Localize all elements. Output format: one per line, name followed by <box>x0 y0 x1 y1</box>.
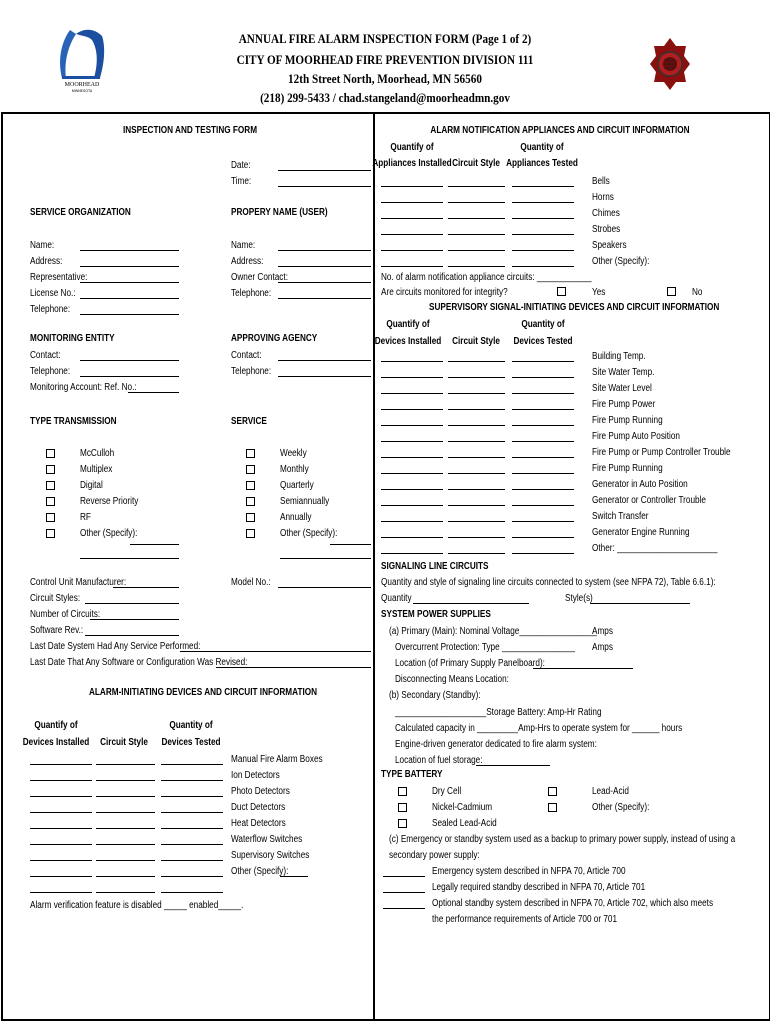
device-qty-installed-waterflow-switches[interactable] <box>30 844 92 845</box>
transmission-label-rf: RF <box>80 512 91 523</box>
type-transmission-heading: TYPE TRANSMISSION <box>30 416 117 427</box>
transmission-checkbox-rf[interactable] <box>46 513 55 522</box>
control-field-label-software-rev: Software Rev.: <box>30 625 84 636</box>
appliance-qty-installed-speakers[interactable] <box>381 250 443 251</box>
supervisory-circuit-style-6[interactable] <box>448 457 505 458</box>
transmission-other-field[interactable] <box>130 544 179 545</box>
supervisory-qty-installed-8[interactable] <box>381 489 443 490</box>
appliance-qty-installed-chimes[interactable] <box>381 218 443 219</box>
supervisory-qty-tested-3[interactable] <box>512 409 574 410</box>
battery-checkbox-other-specify[interactable] <box>548 803 557 812</box>
org-field-label-license-no: License No.: <box>30 288 76 299</box>
supervisory-circuit-style-4[interactable] <box>448 425 505 426</box>
appliance-qty-installed-strobes[interactable] <box>381 234 443 235</box>
device-qty-installed-blank[interactable] <box>30 892 92 893</box>
org-field-label-address: Address: <box>30 256 63 267</box>
device-qty-tested-manual-fire-alarm-boxes[interactable] <box>161 764 223 765</box>
appliance-label-horns: Horns <box>592 192 614 203</box>
primary-location-field[interactable] <box>533 668 633 669</box>
device-qty-installed-manual-fire-alarm-boxes[interactable] <box>30 764 92 765</box>
inspection-testing-title: INSPECTION AND TESTING FORM <box>122 125 258 136</box>
supervisory-label-3: Fire Pump Power <box>592 399 656 410</box>
column-divider <box>373 112 375 1019</box>
supervisory-qty-tested-0[interactable] <box>512 361 574 362</box>
device-circuit-style-supervisory-switches[interactable] <box>96 860 155 861</box>
org-field-label-representative: Representative: <box>30 272 88 283</box>
device-qty-tested-supervisory-switches[interactable] <box>161 860 223 861</box>
primary-location-label: Location (of Primary Supply Panelboard): <box>395 658 545 669</box>
transmission-checkbox-reverse-priority[interactable] <box>46 497 55 506</box>
nfpa-continuation: the performance requirements of Article 700 or 701 <box>432 914 618 925</box>
supervisory-qty-tested-9[interactable] <box>512 505 574 506</box>
monitored-yes-checkbox[interactable] <box>557 287 566 296</box>
supervisory-circuit-style-2[interactable] <box>448 393 505 394</box>
disconnect-location-label: Disconnecting Means Location: <box>395 674 509 685</box>
notif-col-circuit-style: Circuit Style <box>452 158 500 169</box>
supervisory-label-1: Site Water Temp. <box>592 367 655 378</box>
supervisory-circuit-style-0[interactable] <box>448 361 505 362</box>
service-checkbox-monthly[interactable] <box>246 465 255 474</box>
battery-checkbox-lead-acid[interactable] <box>548 787 557 796</box>
transmission-label-multiplex: Multiplex <box>80 464 113 475</box>
device-qty-tested-heat-detectors[interactable] <box>161 828 223 829</box>
appliance-circuit-style-speakers[interactable] <box>448 250 505 251</box>
slc-text: Quantity and style of signaling line circuits connected to system (see NFPA 72), Table 6.6.1): <box>381 577 716 588</box>
time-field[interactable] <box>278 186 371 187</box>
supervisory-label-9: Generator or Controller Trouble <box>592 495 706 506</box>
battery-checkbox-sealed-lead-acid[interactable] <box>398 819 407 828</box>
device-circuit-style-other-specify[interactable] <box>96 876 155 877</box>
supervisory-qty-tested-4[interactable] <box>512 425 574 426</box>
appliance-circuit-style-horns[interactable] <box>448 202 505 203</box>
device-label-manual-fire-alarm-boxes: Manual Fire Alarm Boxes <box>231 754 323 765</box>
engine-generator-label: Engine-driven generator dedicated to fire alarm system: <box>395 739 597 750</box>
nfpa-blank-1[interactable] <box>383 892 425 893</box>
supervisory-label-7: Fire Pump Running <box>592 463 663 474</box>
alarm-verification-text[interactable]: Alarm verification feature is disabled _____ enabled_____. <box>30 900 244 911</box>
overcurrent-protection[interactable]: Overcurrent Protection: Type ________________ <box>395 642 575 653</box>
header-contact: (218) 299-5433 / chad.stangeland@moorheadmn.gov <box>260 90 510 105</box>
device-qty-tested-blank[interactable] <box>161 892 223 893</box>
supervisory-qty-installed-12[interactable] <box>381 553 443 554</box>
appliance-label-speakers: Speakers <box>592 240 627 251</box>
moorhead-logo <box>54 26 110 94</box>
sup-col-qty-installed-1: Quantify of <box>386 319 430 330</box>
approving-agency-heading: APPROVING AGENCY <box>231 333 318 344</box>
service-label-annually: Annually <box>280 512 312 523</box>
property-name-heading: PROPERY NAME (USER) <box>231 207 328 218</box>
device-label-heat-detectors: Heat Detectors <box>231 818 286 829</box>
device-qty-installed-duct-detectors[interactable] <box>30 812 92 813</box>
monitored-no-label: No <box>692 287 703 298</box>
device-circuit-style-blank[interactable] <box>96 892 155 893</box>
appliance-circuit-style-other-specify[interactable] <box>448 266 505 267</box>
slc-quantity-label: Quantity <box>381 593 412 604</box>
monitored-question: Are circuits monitored for integrity? <box>381 287 508 298</box>
battery-label-lead-acid: Lead-Acid <box>592 786 629 797</box>
property-field-input-owner-contact[interactable] <box>278 282 371 283</box>
transmission-label-mcculloh: McCulloh <box>80 448 115 459</box>
type-battery-heading: TYPE BATTERY <box>381 769 443 780</box>
device-other-field[interactable] <box>280 876 308 877</box>
control-field-input-circuit-styles[interactable] <box>85 603 179 604</box>
property-field-label-name: Name: <box>231 240 256 251</box>
num-circuits-text[interactable]: No. of alarm notification appliance circuits: ____________ <box>381 272 592 283</box>
device-qty-installed-photo-detectors[interactable] <box>30 796 92 797</box>
device-qty-tested-photo-detectors[interactable] <box>161 796 223 797</box>
device-circuit-style-photo-detectors[interactable] <box>96 796 155 797</box>
appliance-qty-tested-speakers[interactable] <box>512 250 574 251</box>
supervisory-qty-tested-8[interactable] <box>512 489 574 490</box>
supervisory-label-8: Generator in Auto Position <box>592 479 688 490</box>
notif-col-qty-installed-1: Quantify of <box>390 142 434 153</box>
service-label-quarterly: Quarterly <box>280 480 314 491</box>
supervisory-qty-installed-1[interactable] <box>381 377 443 378</box>
battery-checkbox-dry-cell[interactable] <box>398 787 407 796</box>
monitoring-field-input-contact[interactable] <box>80 360 179 361</box>
slc-quantity-field[interactable] <box>413 603 529 604</box>
supervisory-qty-installed-11[interactable] <box>381 537 443 538</box>
device-circuit-style-waterflow-switches[interactable] <box>96 844 155 845</box>
device-label-supervisory-switches: Supervisory Switches <box>231 850 310 861</box>
device-circuit-style-ion-detectors[interactable] <box>96 780 155 781</box>
supervisory-circuit-style-5[interactable] <box>448 441 505 442</box>
monitored-no-checkbox[interactable] <box>667 287 676 296</box>
control-field-input-last-date-system-had-any-service-performed[interactable] <box>180 651 371 652</box>
monitoring-entity-heading: MONITORING ENTITY <box>30 333 115 344</box>
alarm-initiating-title: ALARM-INITIATING DEVICES AND CIRCUIT INFORMATION <box>88 687 318 698</box>
device-qty-installed-ion-detectors[interactable] <box>30 780 92 781</box>
supervisory-qty-installed-2[interactable] <box>381 393 443 394</box>
battery-checkbox-nickel-cadmium[interactable] <box>398 803 407 812</box>
header-line-2: CITY OF MOORHEAD FIRE PREVENTION DIVISION 111 <box>236 52 534 67</box>
supervisory-qty-installed-0[interactable] <box>381 361 443 362</box>
sup-col-qty-installed-2: Devices Installed <box>374 336 442 347</box>
supervisory-qty-installed-7[interactable] <box>381 473 443 474</box>
notif-col-qty-tested-2: Appliances Tested <box>506 158 578 169</box>
date-label: Date: <box>231 160 251 171</box>
battery-label-sealed-lead-acid: Sealed Lead-Acid <box>432 818 497 829</box>
form-title: ANNUAL FIRE ALARM INSPECTION FORM (Page 1 of 2) <box>238 31 532 46</box>
appliance-qty-installed-horns[interactable] <box>381 202 443 203</box>
time-label: Time: <box>231 176 252 187</box>
device-qty-tested-other-specify[interactable] <box>161 876 223 877</box>
col-qty-installed-2: Devices Installed <box>22 737 90 748</box>
supervisory-qty-tested-12[interactable] <box>512 553 574 554</box>
supervisory-label-12: Other: ______________________ <box>592 543 718 554</box>
notif-col-qty-tested-1: Quantity of <box>520 142 564 153</box>
date-field[interactable] <box>278 170 371 171</box>
secondary-supply-text: secondary power supply: <box>389 850 480 861</box>
supervisory-circuit-style-1[interactable] <box>448 377 505 378</box>
service-checkbox-other-specify[interactable] <box>246 529 255 538</box>
power-supplies-title: SYSTEM POWER SUPPLIES <box>381 609 491 620</box>
notif-col-qty-installed-2: Appliances Installed <box>372 158 452 169</box>
monitored-yes-label: Yes <box>592 287 606 298</box>
service-checkbox-weekly[interactable] <box>246 449 255 458</box>
service-checkbox-quarterly[interactable] <box>246 481 255 490</box>
appliance-qty-tested-bells[interactable] <box>512 186 574 187</box>
device-label-duct-detectors: Duct Detectors <box>231 802 286 813</box>
device-qty-installed-heat-detectors[interactable] <box>30 828 92 829</box>
calculated-capacity[interactable]: Calculated capacity in _________Amp-Hrs to operate system for ______ hours <box>395 723 683 734</box>
service-label-weekly: Weekly <box>280 448 307 459</box>
battery-label-dry-cell: Dry Cell <box>432 786 462 797</box>
transmission-checkbox-mcculloh[interactable] <box>46 449 55 458</box>
appliance-qty-installed-other-specify[interactable] <box>381 266 443 267</box>
device-label-waterflow-switches: Waterflow Switches <box>231 834 303 845</box>
transmission-label-digital: Digital <box>80 480 103 491</box>
supervisory-circuit-style-3[interactable] <box>448 409 505 410</box>
slc-styles-field[interactable] <box>590 603 690 604</box>
device-circuit-style-manual-fire-alarm-boxes[interactable] <box>96 764 155 765</box>
supervisory-label-0: Building Temp. <box>592 351 646 362</box>
slc-styles-label: Style(s) <box>565 593 593 604</box>
control-field-input-last-date-that-any-software-or-configuration-was-revised[interactable] <box>216 667 371 668</box>
transmission-checkbox-other-specify[interactable] <box>46 529 55 538</box>
supervisory-label-2: Site Water Level <box>592 383 652 394</box>
logo-left-text: MOORHEAD <box>64 82 100 88</box>
property-field-label-owner-contact: Owner Contact: <box>231 272 288 283</box>
transmission-label-other-specify: Other (Specify): <box>80 528 138 539</box>
org-field-input-telephone[interactable] <box>80 314 179 315</box>
supervisory-circuit-style-12[interactable] <box>448 553 505 554</box>
notification-title: ALARM NOTIFICATION APPLIANCES AND CIRCUIT INFORMATION <box>430 125 690 136</box>
sup-col-qty-tested-1: Quantity of <box>521 319 565 330</box>
supervisory-label-11: Generator Engine Running <box>592 527 690 538</box>
device-circuit-style-duct-detectors[interactable] <box>96 812 155 813</box>
overcurrent-amps-label: Amps <box>592 642 613 653</box>
property-field-input-telephone[interactable] <box>278 298 371 299</box>
primary-voltage[interactable]: (a) Primary (Main): Nominal Voltage_________________ <box>389 626 597 637</box>
supervisory-qty-tested-10[interactable] <box>512 521 574 522</box>
device-label-photo-detectors: Photo Detectors <box>231 786 290 797</box>
page-header <box>0 0 770 112</box>
storage-battery-rating[interactable]: ____________________Storage Battery: Amp-Hr Rating <box>395 707 602 718</box>
col-qty-installed-1: Quantify of <box>34 720 78 731</box>
org-field-input-name[interactable] <box>80 250 179 251</box>
approving-field-label-telephone: Telephone: <box>231 366 272 377</box>
fuel-storage-label: Location of fuel storage: <box>395 755 483 766</box>
org-field-input-license-no[interactable] <box>80 298 179 299</box>
monitoring-field-label-monitoring-account-ref-no: Monitoring Account: Ref. No.: <box>30 382 137 393</box>
supervisory-label-10: Switch Transfer <box>592 511 649 522</box>
supervisory-circuit-style-10[interactable] <box>448 521 505 522</box>
transmission-other-field-2[interactable] <box>80 558 179 559</box>
supervisory-qty-installed-6[interactable] <box>381 457 443 458</box>
supervisory-qty-installed-9[interactable] <box>381 505 443 506</box>
property-field-input-address[interactable] <box>278 266 371 267</box>
org-field-input-representative[interactable] <box>80 282 179 283</box>
device-qty-tested-duct-detectors[interactable] <box>161 812 223 813</box>
org-field-input-address[interactable] <box>80 266 179 267</box>
appliance-circuit-style-chimes[interactable] <box>448 218 505 219</box>
supervisory-qty-installed-3[interactable] <box>381 409 443 410</box>
device-qty-installed-other-specify[interactable] <box>30 876 92 877</box>
control-field-label-circuit-styles: Circuit Styles: <box>30 593 81 604</box>
service-label-monthly: Monthly <box>280 464 309 475</box>
approving-field-input-telephone[interactable] <box>278 376 371 377</box>
supervisory-qty-installed-10[interactable] <box>381 521 443 522</box>
service-heading: SERVICE <box>231 416 267 427</box>
fuel-storage-field[interactable] <box>476 765 550 766</box>
appliance-label-strobes: Strobes <box>592 224 621 235</box>
emergency-backup-text: (c) Emergency or standby system used as a backup to primary power supply, instead of using a <box>389 834 736 845</box>
monitoring-field-label-telephone: Telephone: <box>30 366 71 377</box>
supervisory-circuit-style-7[interactable] <box>448 473 505 474</box>
appliance-qty-tested-other-specify[interactable] <box>512 266 574 267</box>
supervisory-qty-tested-7[interactable] <box>512 473 574 474</box>
org-field-label-telephone: Telephone: <box>30 304 71 315</box>
nfpa-label-1: Legally required standby described in NFPA 70, Article 701 <box>432 882 646 893</box>
transmission-label-reverse-priority: Reverse Priority <box>80 496 139 507</box>
control-unit-manufacturer-field[interactable] <box>113 587 179 588</box>
secondary-standby-label: (b) Secondary (Standby): <box>389 690 481 701</box>
property-field-label-telephone: Telephone: <box>231 288 272 299</box>
service-other-field-2[interactable] <box>280 558 371 559</box>
appliance-qty-tested-horns[interactable] <box>512 202 574 203</box>
software-rev-field[interactable] <box>100 635 179 636</box>
org-field-label-name: Name: <box>30 240 55 251</box>
monitoring-field-input-monitoring-account-ref-no[interactable] <box>128 392 179 393</box>
sup-col-qty-tested-2: Devices Tested <box>513 336 573 347</box>
device-circuit-style-heat-detectors[interactable] <box>96 828 155 829</box>
model-no-field[interactable] <box>278 587 371 588</box>
supervisory-circuit-style-9[interactable] <box>448 505 505 506</box>
supervisory-circuit-style-11[interactable] <box>448 537 505 538</box>
sup-col-circuit-style: Circuit Style <box>452 336 500 347</box>
control-field-label-number-of-circuits: Number of Circuits: <box>30 609 101 620</box>
device-qty-tested-ion-detectors[interactable] <box>161 780 223 781</box>
control-field-input-number-of-circuits[interactable] <box>90 619 179 620</box>
appliance-circuit-style-bells[interactable] <box>448 186 505 187</box>
col-circuit-style: Circuit Style <box>100 737 148 748</box>
control-field-label-last-date-that-any-software-or-configuration-was-revised: Last Date That Any Software or Configuration Was Revised: <box>30 657 248 668</box>
logo-left-sub: MINNESOTA <box>71 89 93 93</box>
appliance-qty-tested-chimes[interactable] <box>512 218 574 219</box>
supervisory-qty-tested-6[interactable] <box>512 457 574 458</box>
control-field-label-last-date-system-had-any-service-performed: Last Date System Had Any Service Performed: <box>30 641 201 652</box>
monitoring-field-label-contact: Contact: <box>30 350 61 361</box>
appliance-qty-installed-bells[interactable] <box>381 186 443 187</box>
property-field-label-address: Address: <box>231 256 264 267</box>
model-no-label: Model No.: <box>231 577 271 588</box>
supervisory-label-4: Fire Pump Running <box>592 415 663 426</box>
supervisory-qty-tested-5[interactable] <box>512 441 574 442</box>
col-qty-tested-2: Devices Tested <box>161 737 221 748</box>
transmission-checkbox-digital[interactable] <box>46 481 55 490</box>
service-label-semiannually: Semiannually <box>280 496 330 507</box>
supervisory-title: SUPERVISORY SIGNAL-INITIATING DEVICES AND CIRCUIT INFORMATION <box>429 302 720 313</box>
nfpa-label-0: Emergency system described in NFPA 70, Article 700 <box>432 866 626 877</box>
property-field-input-name[interactable] <box>278 250 371 251</box>
service-organization-heading: SERVICE ORGANIZATION <box>30 207 131 218</box>
service-label-other-specify: Other (Specify): <box>280 528 338 539</box>
supervisory-qty-installed-5[interactable] <box>381 441 443 442</box>
service-checkbox-semiannually[interactable] <box>246 497 255 506</box>
service-checkbox-annually[interactable] <box>246 513 255 522</box>
primary-amps-label: Amps <box>592 626 613 637</box>
supervisory-circuit-style-8[interactable] <box>448 489 505 490</box>
approving-field-input-contact[interactable] <box>278 360 371 361</box>
supervisory-label-5: Fire Pump Auto Position <box>592 431 680 442</box>
nfpa-blank-0[interactable] <box>383 876 425 877</box>
transmission-checkbox-multiplex[interactable] <box>46 465 55 474</box>
battery-label-other-specify: Other (Specify): <box>592 802 650 813</box>
battery-label-nickel-cadmium: Nickel-Cadmium <box>432 802 493 813</box>
device-qty-installed-supervisory-switches[interactable] <box>30 860 92 861</box>
fire-department-badge-icon <box>650 36 690 92</box>
appliance-circuit-style-strobes[interactable] <box>448 234 505 235</box>
appliance-qty-tested-strobes[interactable] <box>512 234 574 235</box>
col-qty-tested-1: Quantity of <box>169 720 213 731</box>
device-qty-tested-waterflow-switches[interactable] <box>161 844 223 845</box>
supervisory-label-6: Fire Pump or Pump Controller Trouble <box>592 447 731 458</box>
appliance-label-other-specify: Other (Specify): <box>592 256 650 267</box>
device-label-ion-detectors: Ion Detectors <box>231 770 280 781</box>
supervisory-qty-tested-1[interactable] <box>512 377 574 378</box>
appliance-label-chimes: Chimes <box>592 208 620 219</box>
supervisory-qty-tested-11[interactable] <box>512 537 574 538</box>
header-address: 12th Street North, Moorhead, MN 56560 <box>288 71 482 86</box>
monitoring-field-input-telephone[interactable] <box>80 376 179 377</box>
supervisory-qty-tested-2[interactable] <box>512 393 574 394</box>
device-label-other-specify: Other (Specify): <box>231 866 289 877</box>
supervisory-qty-installed-4[interactable] <box>381 425 443 426</box>
nfpa-label-2: Optional standby system described in NFPA 70, Article 702, which also meets <box>432 898 714 909</box>
appliance-label-bells: Bells <box>592 176 610 187</box>
nfpa-blank-2[interactable] <box>383 908 425 909</box>
service-other-field[interactable] <box>330 544 371 545</box>
control-unit-manufacturer-label: Control Unit Manufacturer: <box>30 577 127 588</box>
slc-title: SIGNALING LINE CIRCUITS <box>381 561 489 572</box>
approving-field-label-contact: Contact: <box>231 350 262 361</box>
